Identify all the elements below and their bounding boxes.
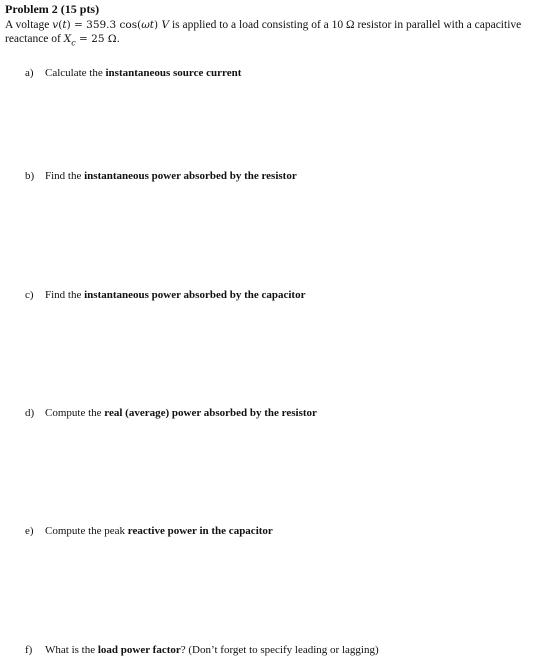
question-label: c)	[25, 289, 34, 301]
question-text: What is the	[45, 644, 98, 656]
intro-text-3: reactance of	[5, 33, 64, 45]
question-emphasis: real (average) power absorbed by the resistor	[104, 407, 317, 419]
time-symbol: t	[62, 19, 67, 31]
question-text: Find the	[45, 289, 85, 301]
question-text: Compute the	[45, 407, 105, 419]
reactance-subscript: c	[71, 38, 76, 48]
voltage-amplitude: 359.3	[86, 19, 117, 31]
question-emphasis: instantaneous power absorbed by the resistor	[84, 170, 297, 182]
reactance-value: = 25 Ω.	[79, 33, 120, 45]
voltage-unit: V	[161, 19, 170, 31]
question-text: Calculate the	[45, 67, 106, 79]
question-text-tail: ? (Don’t forget to specify leading or lagging)	[180, 644, 379, 656]
question-emphasis: instantaneous source current	[105, 67, 242, 79]
question-emphasis: load power factor	[97, 644, 181, 656]
voltage-symbol: v	[52, 19, 59, 31]
question-label: b)	[25, 170, 35, 182]
question-b	[25, 170, 297, 182]
question-e	[25, 525, 273, 537]
question-label: f)	[25, 644, 33, 656]
cos-function: cos	[119, 19, 138, 31]
intro-text-2: is applied to a load consisting of a 10 Ω resistor in parallel with a capacitive	[169, 19, 522, 31]
intro-text-1: A voltage	[5, 19, 53, 31]
question-text: Compute the peak	[45, 525, 128, 537]
question-a	[25, 67, 241, 79]
question-d	[25, 407, 317, 419]
question-label: d)	[25, 407, 35, 419]
reactance-symbol: X	[63, 33, 72, 45]
question-emphasis: reactive power in the capacitor	[127, 525, 273, 537]
question-label: e)	[25, 525, 34, 537]
omega-t: ωt	[141, 19, 155, 31]
question-c	[25, 289, 305, 301]
problem-statement: A voltage v(t) = 359.3 cos(ωt) V is applied to a load consisting of a 10 Ω resistor in parallel with a capacitive reactance of $X_c = 25$ Ω.	[5, 19, 522, 48]
question-label: a)	[25, 67, 34, 79]
problem-title: Problem 2 (15 pts)	[5, 2, 100, 16]
question-emphasis: instantaneous power absorbed by the capacitor	[84, 289, 306, 301]
question-f	[25, 644, 379, 656]
question-text: Find the	[45, 170, 85, 182]
